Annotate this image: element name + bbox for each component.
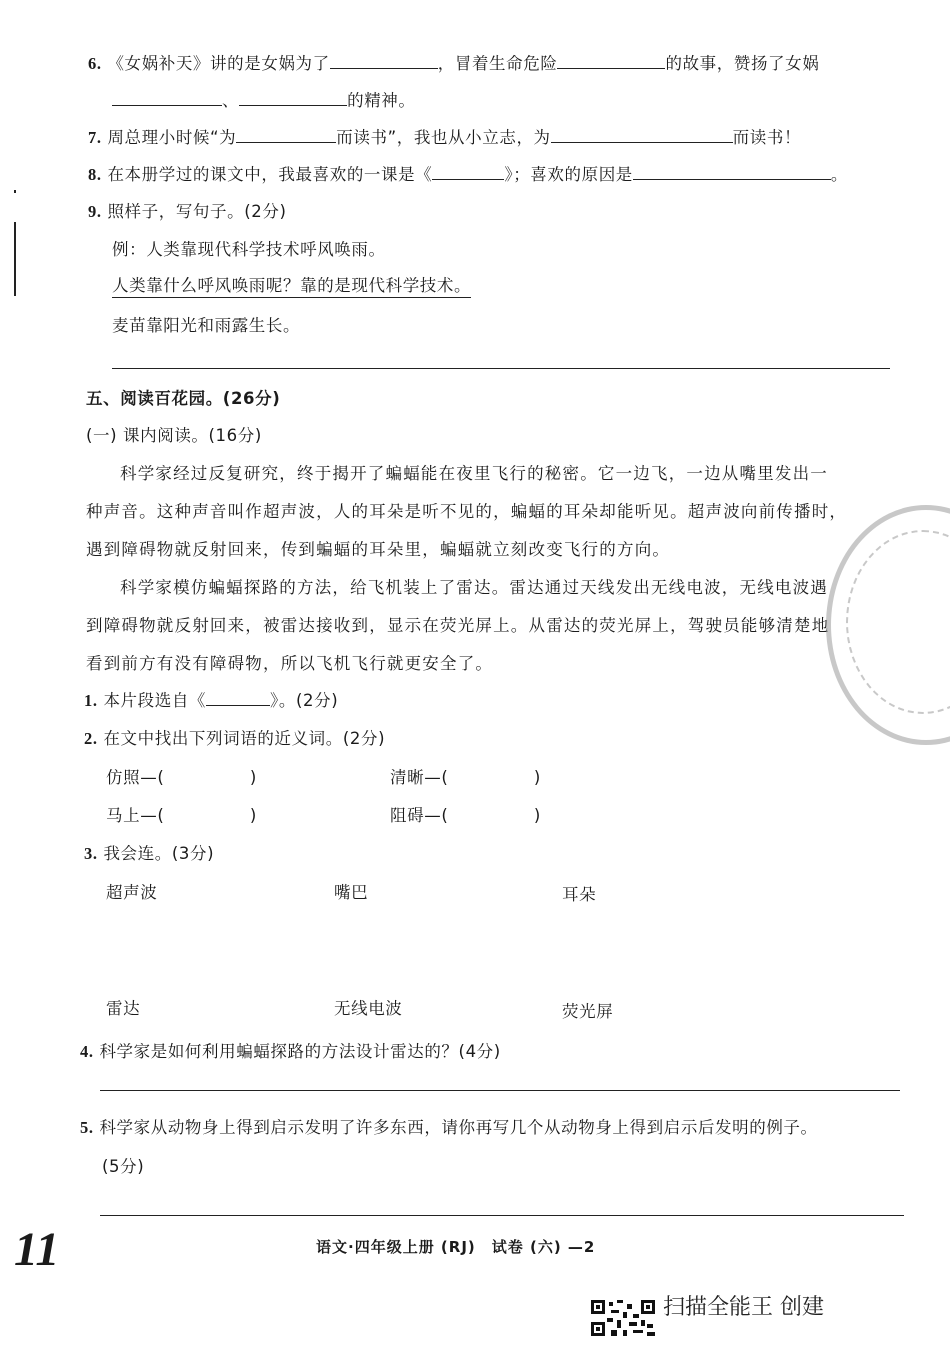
passage-line: 科学家经过反复研究，终于揭开了蝙蝠能在夜里飞行的秘密。它一边飞，一边从嘴里发出一	[120, 464, 828, 483]
passage-line: 遇到障碍物就反射回来，传到蝙蝠的耳朵里，蝙蝠就立刻改变飞行的方向。	[86, 540, 671, 559]
question-number: 3.	[84, 844, 98, 863]
question-6-line-1	[88, 50, 819, 74]
synonym-answer[interactable]: ( )	[441, 768, 541, 787]
match-top-item[interactable]: 耳朵	[562, 885, 597, 904]
answer-blank[interactable]	[551, 128, 733, 143]
synonym-word: 仿照—	[106, 768, 158, 787]
passage-line: 科学家模仿蝙蝠探路的方法，给飞机装上了雷达。雷达通过天线发出无线电波，无线电波遇	[120, 578, 828, 597]
question-text: 而读书！	[732, 128, 802, 147]
passage-line: 种声音。这种声音叫作超声波，人的耳朵是听不见的，蝙蝠的耳朵却能听见。超声波向前传播时，	[86, 502, 848, 521]
section-title: 五、阅读百花园。(26分)	[86, 389, 281, 408]
passage-line: 到障碍物就反射回来，被雷达接收到，显示在荧光屏上。从雷达的荧光屏上，驾驶员能够清楚地	[86, 616, 830, 635]
answer-blank[interactable]	[112, 91, 222, 106]
synonym-item	[106, 802, 257, 826]
question-number: 5.	[80, 1118, 94, 1137]
synonym-item	[390, 764, 541, 788]
question-text: 》。(2分)	[270, 691, 339, 710]
answer-line[interactable]	[100, 1090, 900, 1091]
match-bottom-item[interactable]: 无线电波	[334, 999, 403, 1018]
passage-line: 看到前方有没有障碍物，所以飞机飞行就更安全了。	[86, 654, 494, 673]
reading-question-5	[80, 1114, 818, 1138]
match-bottom-item[interactable]: 荧光屏	[562, 1002, 614, 1021]
question-number: 8.	[88, 165, 102, 184]
answer-blank[interactable]	[432, 165, 504, 180]
synonym-word: 清晰—	[390, 768, 442, 787]
margin-bracket	[14, 222, 16, 296]
reading-question-3	[84, 840, 214, 864]
question-number: 6.	[88, 54, 102, 73]
question-6-line-2	[112, 87, 416, 111]
synonym-item	[106, 764, 257, 788]
question-text: 》；喜欢的原因是	[504, 165, 633, 184]
question-number: 2.	[84, 729, 98, 748]
reading-question-1	[84, 687, 338, 711]
exercise-sentence: 麦苗靠阳光和雨露生长。	[112, 316, 301, 335]
question-text: 的精神。	[347, 91, 416, 110]
question-text: 的故事，赞扬了女娲	[665, 54, 820, 73]
question-text: 我会连。(3分)	[103, 844, 215, 863]
question-text: 周总理小时候“为	[107, 128, 237, 147]
question-text: 在文中找出下列词语的近义词。(2分)	[103, 729, 386, 748]
scanner-watermark: 扫描全能王 创建	[663, 1295, 824, 1320]
question-7	[88, 124, 801, 148]
answer-blank[interactable]	[206, 691, 270, 706]
question-8	[88, 161, 848, 185]
question-number: 1.	[84, 691, 98, 710]
page-number: 11	[14, 1223, 60, 1276]
margin-mark	[14, 190, 16, 193]
qr-code-icon	[591, 1300, 655, 1336]
answer-line[interactable]	[112, 368, 890, 369]
page-footer: 语文·四年级上册 (RJ) 试卷 (六) —2	[316, 1238, 596, 1256]
synonym-word: 阻碍—	[390, 806, 442, 825]
example-answer-text: 人类靠什么呼风唤雨呢？靠的是现代科学技术。	[112, 276, 471, 298]
question-text: 科学家从动物身上得到启示发明了许多东西，请你再写几个从动物身上得到启示后发明的例子。	[99, 1118, 818, 1137]
question-9	[88, 198, 287, 222]
synonym-word: 马上—	[106, 806, 158, 825]
answer-blank[interactable]	[239, 91, 347, 106]
question-text: 《女娲补天》讲的是女娲为了	[107, 54, 330, 73]
match-bottom-item[interactable]: 雷达	[106, 999, 141, 1018]
synonym-answer[interactable]: ( )	[157, 806, 257, 825]
subsection-title: (一) 课内阅读。(16分)	[86, 426, 262, 445]
question-text: 本片段选自《	[103, 691, 207, 710]
question-score: (5分)	[102, 1157, 145, 1176]
synonym-item	[390, 802, 541, 826]
answer-blank[interactable]	[633, 165, 831, 180]
question-number: 9.	[88, 202, 102, 221]
question-text: 在本册学过的课文中，我最喜欢的一课是《	[107, 165, 433, 184]
question-text: 、	[222, 91, 240, 110]
match-top-item[interactable]: 嘴巴	[334, 883, 369, 902]
question-text: 照样子，写句子。(2分)	[107, 202, 287, 221]
question-number: 7.	[88, 128, 102, 147]
question-text: 而读书”，我也从小立志，为	[336, 128, 551, 147]
question-number: 4.	[80, 1042, 94, 1061]
match-top-item[interactable]: 超声波	[106, 883, 158, 902]
answer-blank[interactable]	[330, 54, 438, 69]
example-sentence: 例：人类靠现代科学技术呼风唤雨。	[112, 240, 386, 259]
question-text: ，冒着生命危险	[437, 54, 558, 73]
question-text: 。	[830, 165, 849, 184]
reading-question-4	[80, 1038, 501, 1062]
synonym-answer[interactable]: ( )	[157, 768, 257, 787]
answer-blank[interactable]	[557, 54, 665, 69]
reading-question-2	[84, 725, 385, 749]
answer-blank[interactable]	[236, 128, 336, 143]
answer-line[interactable]	[100, 1215, 904, 1216]
question-text: 科学家是如何利用蝙蝠探路的方法设计雷达的？(4分)	[99, 1042, 501, 1061]
synonym-answer[interactable]: ( )	[441, 806, 541, 825]
example-answer	[112, 272, 471, 296]
